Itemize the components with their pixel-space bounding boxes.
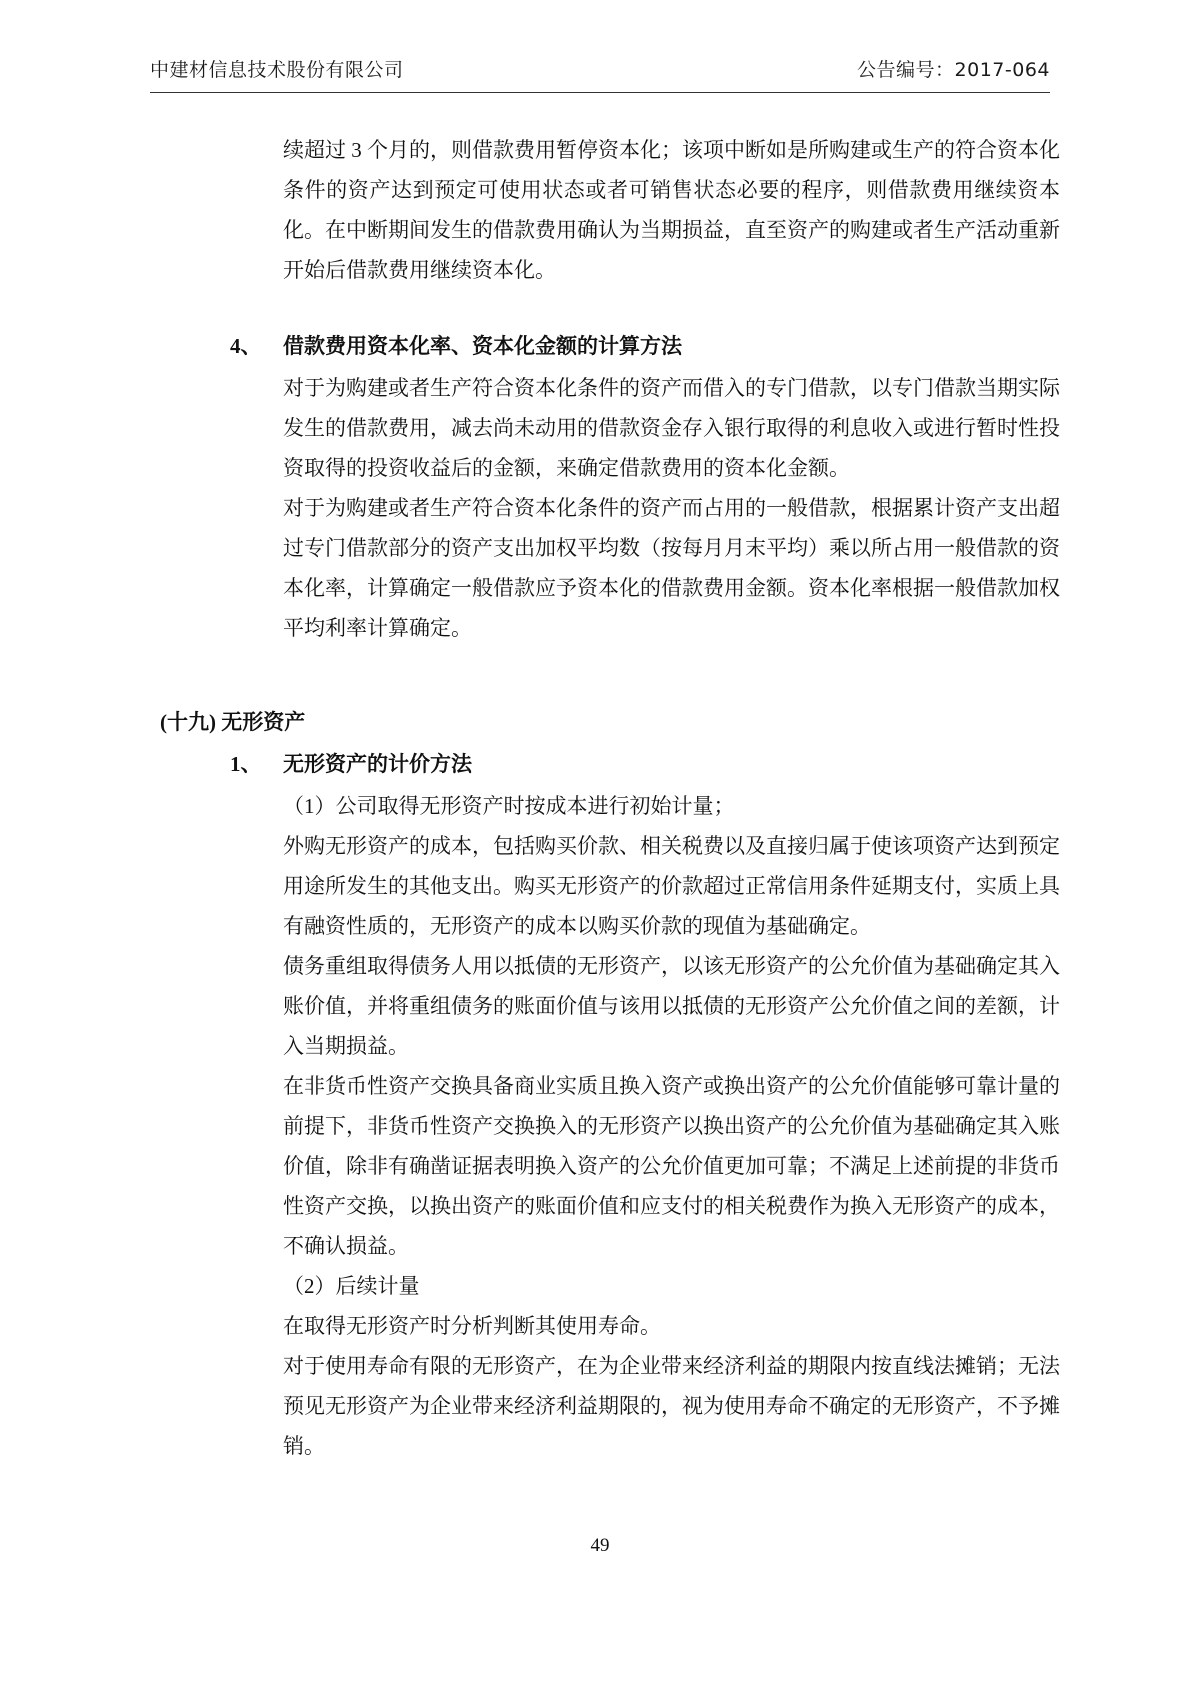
section-4-title: 借款费用资本化率、资本化金额的计算方法: [283, 334, 682, 358]
section-heading-1: [150, 744, 1060, 784]
page-number: 49: [590, 1535, 610, 1556]
notice-number: 2017-064: [954, 59, 1050, 81]
notice-number-block: [857, 55, 1050, 82]
section-4-number: 4、: [230, 334, 262, 358]
section-4-paragraph-2: 对于为购建或者生产符合资本化条件的资产而占用的一般借款，根据累计资产支出超过专门借款部分的资产支出加权平均数（按每月月末平均）乘以所占用一般借款的资本化率，计算确定一般借款应予资本化的借款费用金额。资本化率根据一般借款加权平均利率计算确定。: [283, 496, 1060, 640]
section-1-number: 1、: [230, 752, 262, 776]
section-1-paragraph-3: 在非货币性资产交换具备商业实质且换入资产或换出资产的公允价值能够可靠计量的前提下，非货币性资产交换换入的无形资产以换出资产的公允价值为基础确定其入账价值，除非有确凿证据表明换入资产的公允价值更加可靠；不满足上述前提的非货币性资产交换，以换出资产的账面价值和应支付的相关税费作为换入无形资产的成本，不确认损益。: [283, 1074, 1060, 1258]
section-1-paragraph-2: 债务重组取得债务人用以抵债的无形资产，以该无形资产的公允价值为基础确定其入账价值，并将重组债务的账面价值与该用以抵债的无形资产公允价值之间的差额，计入当期损益。: [283, 954, 1060, 1058]
section-4-paragraph-1: 对于为购建或者生产符合资本化条件的资产而借入的专门借款，以专门借款当期实际发生的借款费用，减去尚未动用的借款资金存入银行取得的利息收入或进行暂时性投资取得的投资收益后的金额，来确定借款费用的资本化金额。: [283, 376, 1060, 480]
notice-label: 公告编号：: [857, 59, 955, 81]
section-1-paragraph-1: 外购无形资产的成本，包括购买价款、相关税费以及直接归属于使该项资产达到预定用途所发生的其他支出。购买无形资产的价款超过正常信用条件延期支付，实质上具有融资性质的，无形资产的成本以购买价款的现值为基础确定。: [283, 834, 1060, 938]
document-body: [150, 130, 1060, 1466]
paragraph-continued: 续超过 3 个月的，则借款费用暂停资本化；该项中断如是所购建或生产的符合资本化条件的资产达到预定可使用状态或者可销售状态必要的程序，则借款费用继续资本化。在中断期间发生的借款费用确认为当期损益，直至资产的购建或者生产活动重新开始后借款费用继续资本化。: [283, 138, 1060, 282]
header-divider: [150, 92, 1050, 93]
section-1-paragraph-5: 对于使用寿命有限的无形资产，在为企业带来经济利益的期限内按直线法摊销；无法预见无形资产为企业带来经济利益期限的，视为使用寿命不确定的无形资产，不予摊销。: [283, 1354, 1060, 1458]
section-heading-4: [150, 326, 1060, 366]
group-19-title: (十九) 无形资产: [160, 710, 306, 734]
company-name: 中建材信息技术股份有限公司: [150, 59, 404, 81]
page-header: [150, 55, 1050, 82]
section-1-paragraph-4: 在取得无形资产时分析判断其使用寿命。: [283, 1314, 661, 1338]
section-1-title: 无形资产的计价方法: [283, 752, 472, 776]
section-1-item-1: （1）公司取得无形资产时按成本进行初始计量；: [283, 794, 735, 818]
section-1-item-2: （2）后续计量: [283, 1274, 420, 1298]
